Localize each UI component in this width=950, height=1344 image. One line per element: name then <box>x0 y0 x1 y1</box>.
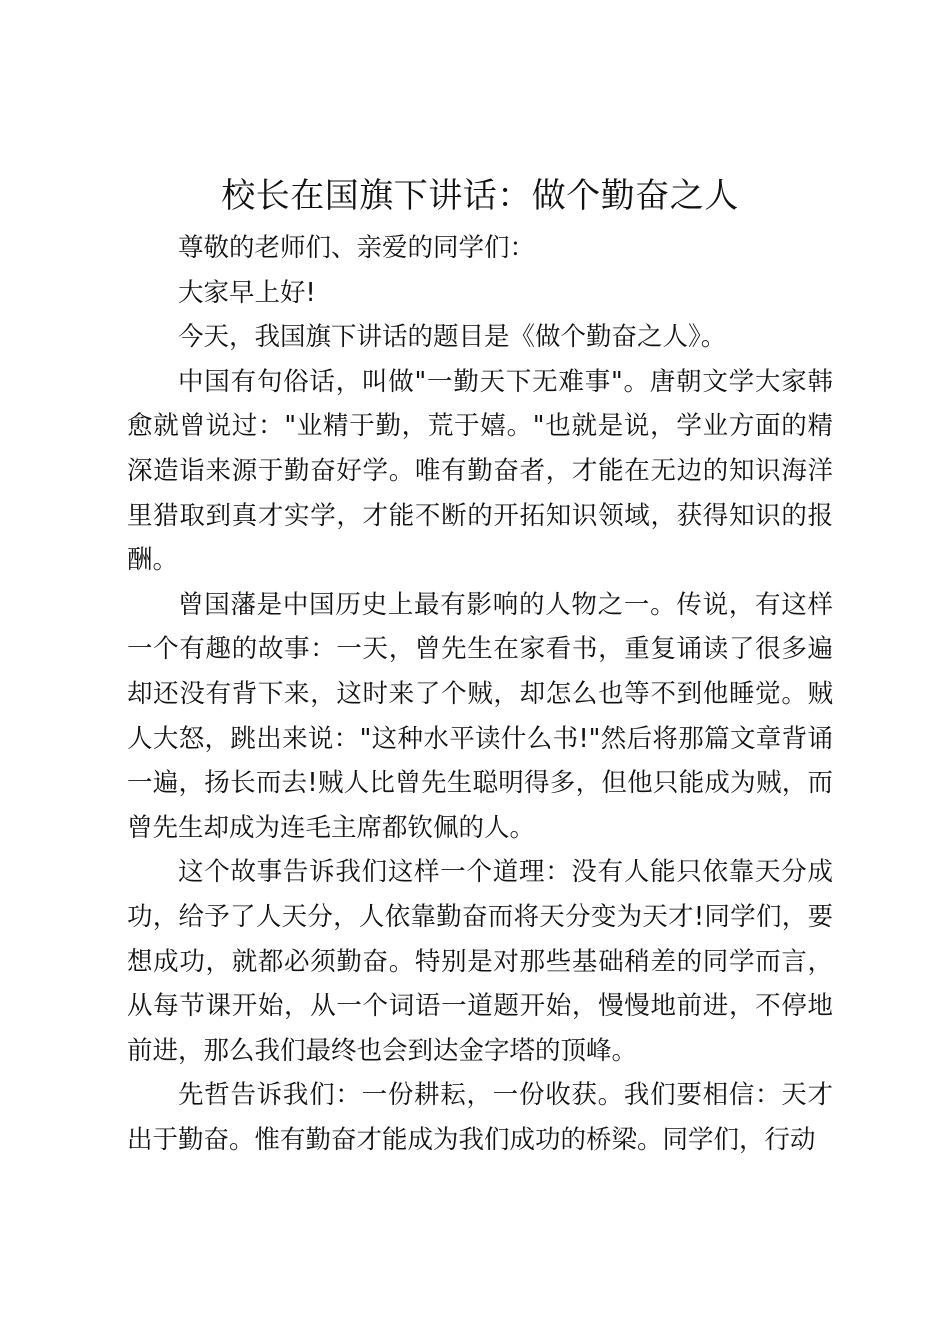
document-body <box>127 170 833 1162</box>
document-title: 校长在国旗下讲话：做个勤奋之人 <box>221 176 739 216</box>
paragraph-good-morning: 大家早上好! <box>178 277 316 308</box>
paragraph-topic: 今天，我国旗下讲话的题目是《做个勤奋之人》。 <box>178 322 727 353</box>
paragraph-lesson: 这个故事告诉我们这样一个道理：没有人能只依靠天分成功，给予了人天分，人依靠勤奋而将天分变为天才!同学们，要想成功，就都必须勤奋。特别是对那些基础稍差的同学而言，从每节课开始，从一个词语一道题开始，慢慢地前进，不停地前进，那么我们最终也会到达金字塔的顶峰。 <box>127 857 833 1066</box>
paragraph-zeng-guofan-story: 曾国藩是中国历史上最有影响的人物之一。传说，有这样一个有趣的故事：一天，曾先生在家看书，重复诵读了很多遍却还没有背下来，这时来了个贼，却怎么也等不到他睡觉。贼人大怒，跳出来说："这种水平读什么书!"然后将那篇文章背诵一遍，扬长而去!贼人比曾先生聪明得多，但他只能成为贼，而曾先生却成为连毛主席都钦佩的人。 <box>127 589 833 843</box>
paragraph-greeting: 尊敬的老师们、亲爱的同学们： <box>178 233 536 263</box>
paragraph-proverb: 中国有句俗话，叫做"一勤天下无难事"。唐朝文学大家韩愈就曾说过："业精于勤，荒于嬉。"也就是说，学业方面的精深造诣来源于勤奋好学。唯有勤奋者，才能在无边的知识海洋里猎取到真才实学，才能不断的开拓知识领域，获得知识的报酬。 <box>127 366 833 576</box>
paragraph-conclusion: 先哲告诉我们：一份耕耘，一份收获。我们要相信：天才出于勤奋。惟有勤奋才能成为我们成功的桥梁。同学们，行动 <box>127 1080 833 1155</box>
